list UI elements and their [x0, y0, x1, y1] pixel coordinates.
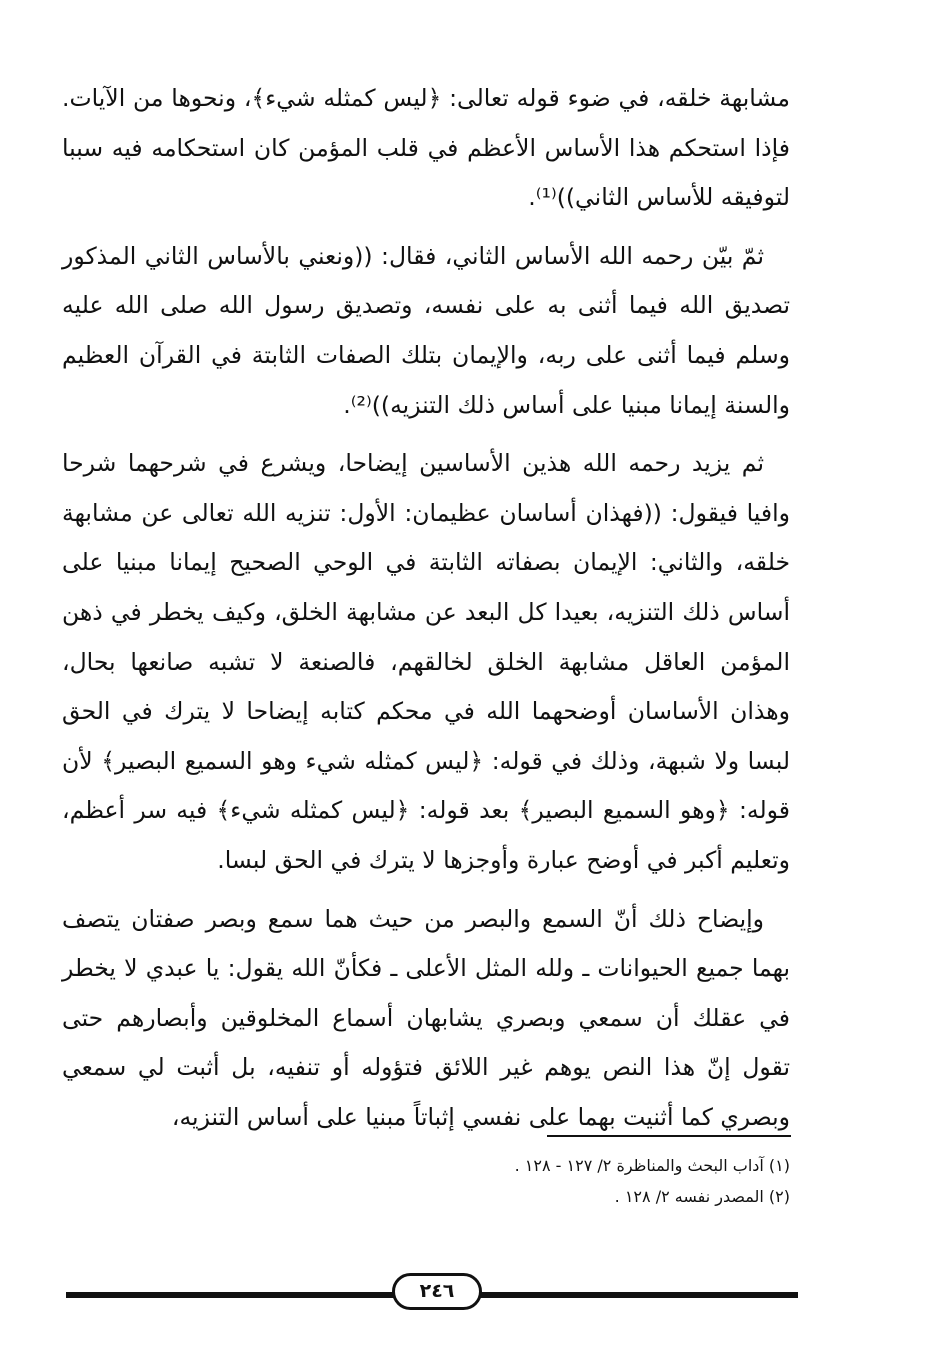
- main-text: [62, 74, 790, 1151]
- paragraph-2: ثمّ بيّن رحمه الله الأساس الثاني، فقال: ((ونعني بالأساس الثاني المذكور تصديق الله فيما أثنى به على نفسه، وتصديق رسول الله صلى الله عليه وسلم فيما أثنى على ربه، والإيمان بتلك الصفات الثابتة في القرآن العظيم والسنة إيمانا مبنيا على أساس ذلك التنزيه))⁽²⁾.: [62, 241, 790, 419]
- page-footer: [66, 1272, 798, 1312]
- footnotes: [62, 1150, 790, 1212]
- page-number: ٢٤٦: [419, 1280, 455, 1302]
- footnote-1: (١) آداب البحث والمناظرة ٢/ ١٢٧ - ١٢٨ .: [514, 1156, 790, 1175]
- paragraph-3: ثم يزيد رحمه الله هذين الأساسين إيضاحا، ويشرع في شرحهما شرحا وافيا فيقول: ((فهذان أساسان عظيمان: الأول: تنزيه الله تعالى عن مشابهة خلقه، والثاني: الإيمان بصفاته الثابتة في الوحي الصحيح إيمانا مبنيا على أساس ذلك التنزيه، بعيدا كل البعد عن مشابهة الخلق، وكيف يخطر في ذهن المؤمن العاقل مشابهة الخلق لخالقهم، فالصنعة لا تشبه صانعها بحال، وهذان الأساسان أوضحهما الله في محكم كتابه إيضاحا لا يترك في الحق لبسا ولا شبهة، وذلك في قوله: ﴿ليس كمثله شيء وهو السميع البصير﴾ لأن قوله: ﴿وهو السميع البصير﴾ بعد قوله: ﴿ليس كمثله شيء﴾ فيه سر أعظم، وتعليم أكبر في أوضح عبارة وأوجزها لا يترك في الحق لبسا.: [62, 449, 790, 874]
- paragraph-4: وإيضاح ذلك أنّ السمع والبصر من حيث هما سمع وبصر صفتان يتصف بهما جميع الحيوانات ـ ولله المثل الأعلى ـ فكأنّ الله يقول: يا عبدي لا يخطر في عقلك أن سمعي وبصري يشابهان أسماع المخلوقين وأبصارهم حتى تقول إنّ هذا النص يوهم غير اللائق فتؤوله أو تنفيه، بل أثبت لي سمعي وبصري كما أثنيت بهما على نفسي إثباتاً مبنيا على أساس التنزيه،: [62, 904, 790, 1131]
- paragraph-1: مشابهة خلقه، في ضوء قوله تعالى: ﴿ليس كمثله شيء﴾، ونحوها من الآيات. فإذا استحكم هذا الأساس الأعظم في قلب المؤمن كان استحكامه فيه سببا لتوفيقه للأساس الثاني))⁽¹⁾.: [62, 84, 790, 212]
- footnote-separator: [547, 1135, 791, 1137]
- footnote-2: (٢) المصدر نفسه ٢/ ١٢٨ .: [614, 1187, 790, 1206]
- page-number-badge: [392, 1273, 482, 1310]
